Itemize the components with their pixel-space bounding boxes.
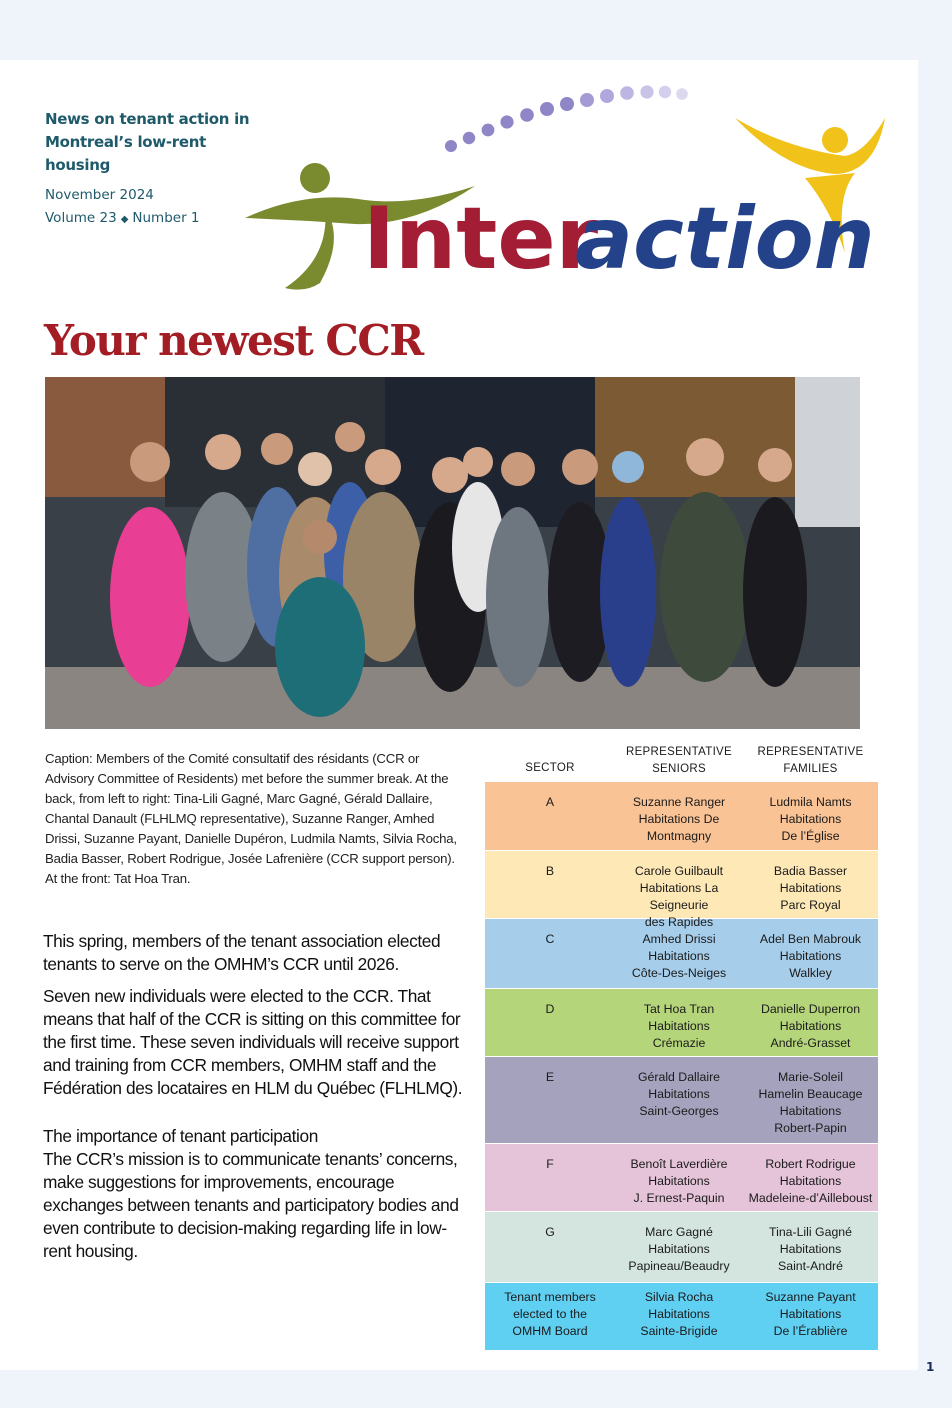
representative-line: Habitations: [779, 1307, 842, 1321]
representative-name: Carole Guilbault: [634, 864, 724, 878]
sector-cell: F: [546, 1157, 554, 1171]
issue-volume-number: [45, 207, 200, 231]
families-cell: [743, 1057, 878, 1143]
sector-cell: B: [545, 864, 555, 878]
table-row: [485, 988, 878, 1056]
sector-cell: Tenant members elected to the OMHM Board: [504, 1290, 596, 1338]
representative-line: Habitations: [779, 881, 842, 895]
representative-line: Crémazie: [652, 1036, 706, 1050]
representative-line: Saint-André: [778, 1259, 843, 1273]
representative-line: Saint-Georges: [639, 1104, 719, 1118]
tagline-line-1: News on tenant action in: [45, 110, 250, 128]
paragraph: This spring, members of the tenant association elected tenants to serve on the OMHM’s CCR until 2026.: [43, 931, 441, 974]
representative-line: Sainte-Brigide: [640, 1324, 718, 1338]
sector-cell: C: [545, 932, 555, 946]
representative-line: Habitations: [648, 1307, 710, 1321]
families-cell: [743, 1283, 878, 1350]
tagline-line-2: Montreal’s low-rent housing: [45, 133, 207, 174]
seniors-cell: [615, 919, 743, 988]
header-sector: SECTOR: [525, 761, 575, 774]
representative-line: Habitations: [648, 1087, 710, 1101]
representative-line: Habitations: [648, 949, 710, 963]
number: Number 1: [132, 210, 200, 226]
representative-line: Habitations: [648, 1019, 710, 1033]
representative-name: Marc Gagné: [645, 1225, 713, 1239]
representatives-table: [485, 740, 878, 1350]
representative-line: Madeleine-d’Ailleboust: [748, 1191, 873, 1205]
volume: Volume 23: [45, 210, 117, 226]
seniors-cell: [615, 1144, 743, 1211]
seniors-cell: [615, 1283, 743, 1350]
paragraph: The CCR’s mission is to communicate tenants’ concerns, make suggestions for improvements, encourage exchanges between tenants and participatory bodies and even contribute to decision-making regarding life in low-rent housing.: [43, 1149, 459, 1261]
representative-name: Suzanne Payant: [765, 1290, 856, 1304]
seniors-cell: [615, 989, 743, 1056]
interaction-logo: [245, 78, 885, 298]
tagline: [45, 108, 275, 177]
representative-line: Robert-Papin: [774, 1121, 847, 1135]
seniors-cell: [615, 851, 743, 929]
representative-name: Tat Hoa Tran: [643, 1002, 715, 1016]
logo-text-action: action: [575, 189, 875, 289]
representative-line: Papineau/Beaudry: [628, 1259, 730, 1273]
table-body: [485, 781, 878, 1350]
representative-name: Marie-Soleil: [778, 1070, 843, 1084]
families-cell: [743, 851, 878, 918]
photo-caption: Caption: Members of the Comité consultatif des résidants (CCR or Advisory Committee of Residents) met before the summer break. At the back, from left to right: Tina-Lili Gagné, Marc Gagné, Gérald Dallaire, Chantal Danault (FLHLMQ representative), Suzanne Ranger, Amhed Drissi, Suzanne Payant, Danielle Dupéron, Ludmila Namts, Silvia Rocha, Badia Basser, Robert Rodrigue, Josée Lafrenière (CCR support person). At the front: Tat Hoa Tran.: [45, 751, 457, 886]
table-row: [485, 1056, 878, 1143]
representative-name: Gérald Dallaire: [637, 1070, 720, 1084]
table-row: [485, 918, 878, 988]
families-cell: [743, 1144, 878, 1211]
representative-line: Habitations: [779, 949, 842, 963]
representative-line: De l’Érablière: [773, 1324, 848, 1338]
seniors-cell: [615, 1212, 743, 1282]
representative-name: Badia Basser: [773, 864, 848, 878]
families-cell: [743, 1212, 878, 1282]
representative-line: Habitations: [779, 1104, 842, 1118]
families-cell: [743, 782, 878, 850]
representative-line: Habitations: [779, 812, 842, 826]
representative-line: Habitations: [779, 1174, 842, 1188]
paragraph: Seven new individuals were elected to the CCR. That means that half of the CCR is sitting on this committee for the first time. These seven individuals will receive support and training from CCR members, OMHM staff and the Fédération des locataires en HLM du Québec (FLHLMQ).: [43, 986, 463, 1098]
representative-line: Parc Royal: [780, 898, 841, 912]
representative-line: Habitations: [648, 1174, 710, 1188]
group-photo: [45, 377, 860, 729]
representative-name: Amhed Drissi: [642, 932, 716, 946]
representative-name: Benoît Laverdière: [630, 1157, 728, 1171]
table-row: [485, 1143, 878, 1211]
diamond-icon: ◆: [120, 214, 129, 225]
sector-cell: D: [545, 1002, 555, 1016]
issue-date: November 2024: [45, 187, 154, 203]
families-cell: [743, 989, 878, 1056]
representative-line: Hamelin Beaucage: [758, 1087, 863, 1101]
header-seniors: REPRESENTATIVE SENIORS: [625, 745, 732, 775]
representative-line: J. Ernest-Paquin: [633, 1191, 725, 1205]
sector-cell: E: [545, 1070, 555, 1084]
representative-name: Adel Ben Mabrouk: [759, 932, 862, 946]
article-body: [43, 930, 468, 1272]
representative-line: Habitations: [648, 1242, 710, 1256]
representative-name: Ludmila Namts: [769, 795, 852, 809]
page-number: 1: [926, 1360, 935, 1374]
logo-text-inter: Inter: [363, 189, 599, 289]
representative-line: Côte-Des-Neiges: [631, 966, 727, 980]
representative-name: Tina-Lili Gagné: [769, 1225, 852, 1239]
representative-line: De l’Église: [781, 829, 840, 843]
families-cell: [743, 919, 878, 988]
subheading: The importance of tenant participation: [43, 1126, 318, 1146]
representative-line: André-Grasset: [770, 1036, 851, 1050]
representative-line: des Rapides: [644, 915, 714, 929]
sector-cell: G: [545, 1225, 555, 1239]
table-row: [485, 1211, 878, 1282]
table-row: [485, 781, 878, 850]
table-header: [485, 740, 878, 781]
seniors-cell: [615, 1057, 743, 1143]
representative-line: Habitations La Seigneurie: [639, 881, 719, 912]
representative-line: Habitations: [779, 1242, 842, 1256]
sector-cell: A: [545, 795, 555, 809]
representative-name: Danielle Duperron: [760, 1002, 861, 1016]
table-row: [485, 1282, 878, 1350]
table-row: [485, 850, 878, 929]
representative-line: Habitations De: [638, 812, 720, 826]
header-families: REPRESENTATIVE FAMILIES: [757, 745, 864, 775]
representative-line: Montmagny: [646, 829, 712, 843]
issue-info: [45, 184, 200, 231]
representative-name: Silvia Rocha: [644, 1290, 714, 1304]
representative-line: Walkley: [789, 966, 832, 980]
representative-line: Habitations: [779, 1019, 842, 1033]
seniors-cell: [615, 782, 743, 850]
article-title: Your newest CCR: [44, 316, 423, 365]
representative-name: Suzanne Ranger: [632, 795, 726, 809]
representative-name: Robert Rodrigue: [765, 1157, 856, 1171]
